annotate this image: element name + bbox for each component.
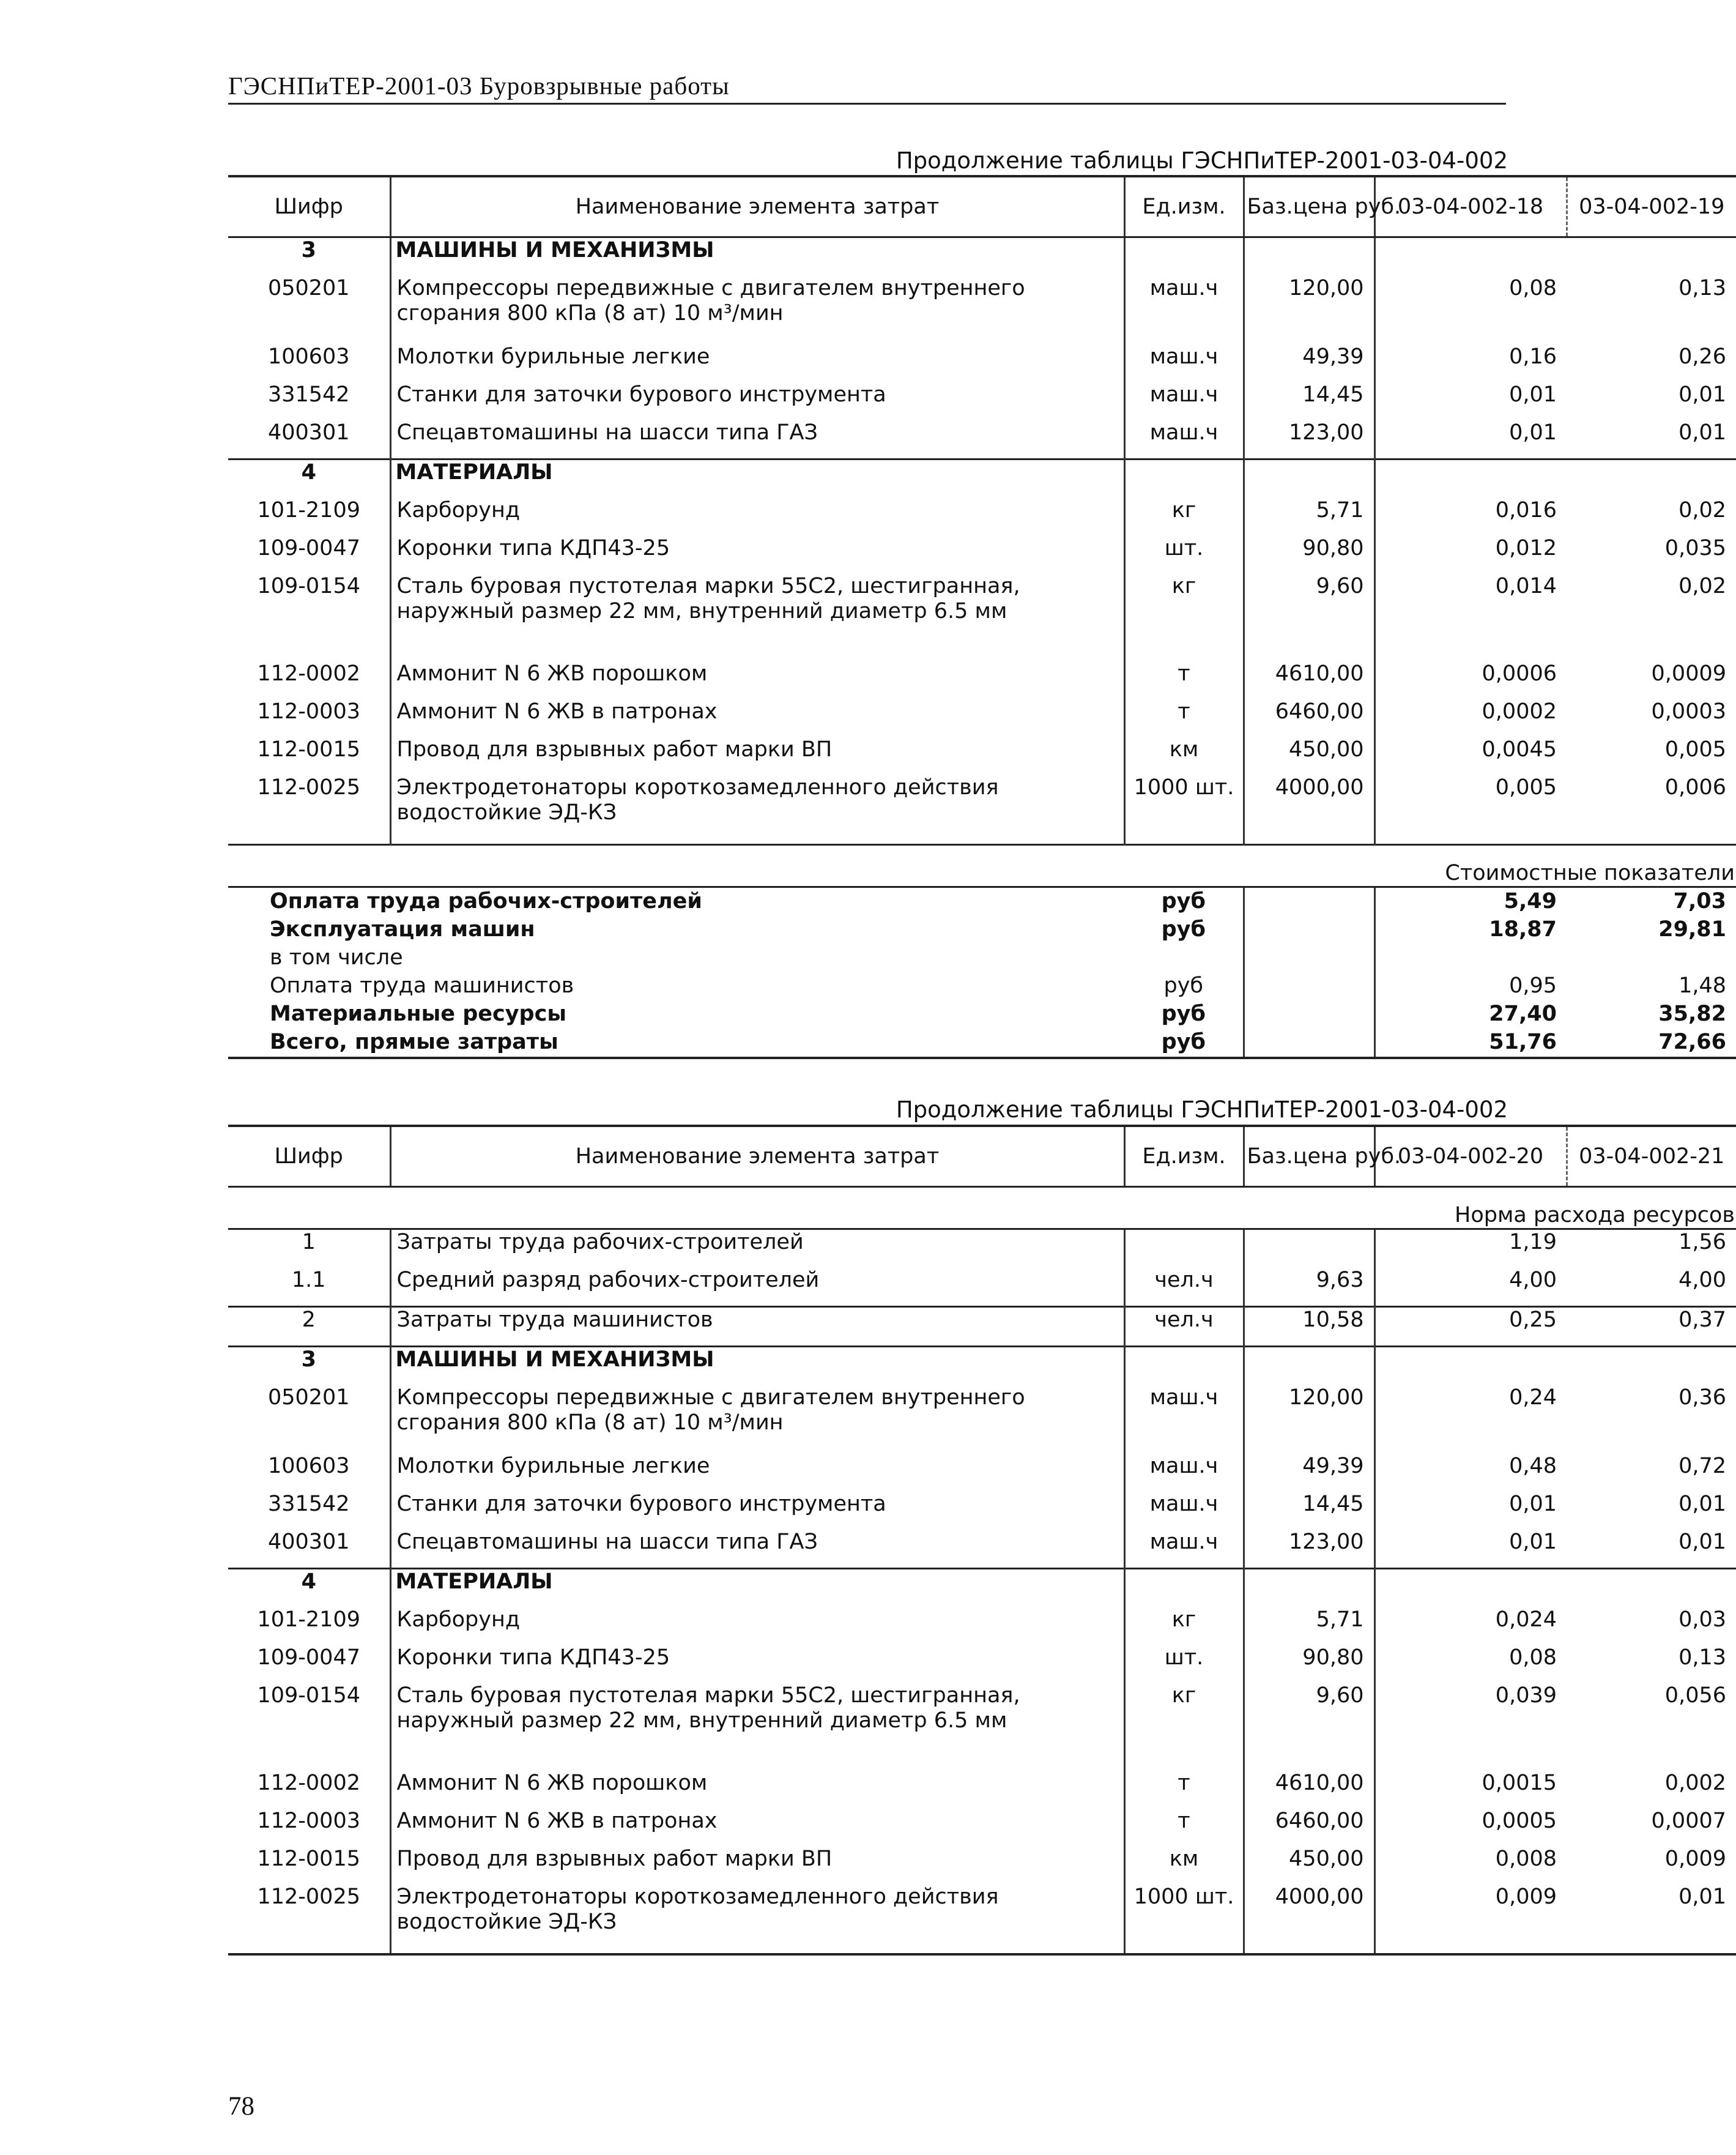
empty-cell: [1244, 887, 1374, 917]
row-unit: маш.ч: [1124, 1385, 1244, 1454]
row-price: 10,58: [1244, 1307, 1374, 1347]
section-title: МАШИНЫ И МЕХАНИЗМЫ: [390, 237, 1124, 277]
row-unit: км: [1124, 1847, 1244, 1885]
empty-cell: [1374, 1347, 1567, 1386]
empty-cell: [1374, 237, 1567, 277]
row-code: 112-0015: [257, 1847, 360, 1871]
row-unit: кг: [1124, 1607, 1244, 1645]
empty-cell: [1124, 1347, 1244, 1386]
header-code: Шифр: [228, 1126, 390, 1187]
table1-header-row: [228, 176, 1736, 237]
row-price: 4000,00: [1244, 1885, 1374, 1954]
row-code: 1: [228, 1229, 390, 1268]
summary-value-1: 18,87: [1374, 916, 1567, 944]
row-price: 5,71: [1244, 498, 1374, 536]
row-price: 49,39: [1244, 1454, 1374, 1492]
section-number: 4: [228, 460, 390, 499]
row-name: Аммонит N 6 ЖВ в патронах: [390, 1809, 1124, 1847]
row-name: Затраты труда машинистов: [390, 1307, 1124, 1347]
empty-cell: [1374, 460, 1567, 499]
table-row: [228, 1607, 1736, 1645]
resource-norm-label-row: [228, 1187, 1736, 1229]
row-name: Компрессоры передвижные с двигателем внутреннего сгорания 800 кПа (8 ат) 10 м³/мин: [390, 1385, 1124, 1454]
table-row: [228, 344, 1736, 382]
table2: [228, 1125, 1736, 1956]
row-value-1: 0,0045: [1374, 737, 1567, 775]
row-name: Электродетонаторы короткозамедленного действия водостойкие ЭД-КЗ: [390, 1885, 1124, 1954]
row-value-2: 0,26: [1679, 344, 1726, 369]
row-unit: т: [1124, 1809, 1244, 1847]
row-code: 112-0003: [257, 1809, 360, 1833]
row-code: 2: [228, 1307, 390, 1347]
empty-cell: [1244, 1347, 1374, 1386]
row-name: Аммонит N 6 ЖВ в патронах: [390, 699, 1124, 737]
row-unit: [1124, 1229, 1244, 1268]
table-row: [228, 1268, 1736, 1307]
row-unit: км: [1124, 737, 1244, 775]
row-price: 6460,00: [1244, 1809, 1374, 1847]
summary-row: [228, 972, 1736, 1000]
row-code: 109-0154: [257, 1683, 360, 1708]
row-value-1: 0,0015: [1374, 1771, 1567, 1809]
row-value-1: 0,012: [1374, 536, 1567, 574]
row-value-2: 0,01: [1679, 1492, 1726, 1516]
empty-cell: [1244, 972, 1374, 1000]
row-value-2: 0,36: [1679, 1385, 1726, 1410]
table-row: [228, 775, 1736, 845]
summary-value-1: 27,40: [1374, 1000, 1567, 1029]
row-unit: маш.ч: [1124, 382, 1244, 420]
summary-value-2: 1,48: [1679, 973, 1726, 998]
summary-value-2: 7,03: [1567, 887, 1736, 917]
row-code: 109-0047: [257, 536, 360, 560]
empty-cell: [1567, 237, 1736, 277]
row-value-2: 0,01: [1567, 1885, 1736, 1954]
row-value-1: 0,016: [1374, 498, 1567, 536]
row-name: Компрессоры передвижные с двигателем внутреннего сгорания 800 кПа (8 ат) 10 м³/мин: [390, 276, 1124, 344]
row-unit: т: [1124, 1771, 1244, 1809]
empty-cell: [1567, 1569, 1736, 1608]
row-value-1: 0,24: [1374, 1385, 1567, 1454]
table-row: [228, 1385, 1736, 1454]
section-number: 3: [228, 237, 390, 277]
header-col1: 03-04-002-20: [1374, 1126, 1567, 1187]
summary-unit: руб: [1161, 917, 1206, 942]
row-unit: шт.: [1124, 1645, 1244, 1683]
row-price: 4610,00: [1244, 1771, 1374, 1809]
summary-unit: руб: [1163, 973, 1203, 998]
row-price: [1244, 1229, 1374, 1268]
row-value-2: 1,56: [1567, 1229, 1736, 1268]
header-unit: Ед.изм.: [1124, 1126, 1244, 1187]
table2-continuation-caption: Продолжение таблицы ГЭСНПиТЕР-2001-03-04-002: [896, 1096, 1508, 1123]
row-code: 101-2109: [257, 498, 360, 523]
summary-name: Материальные ресурсы: [270, 1002, 566, 1026]
row-unit: маш.ч: [1124, 1454, 1244, 1492]
summary-name: Оплата труда машинистов: [270, 973, 574, 998]
table-row: [228, 1847, 1736, 1885]
row-price: 9,60: [1244, 1683, 1374, 1771]
row-value-1: 0,0005: [1374, 1809, 1567, 1847]
cost-indicators-label: Стоимостные показатели: [228, 845, 1736, 887]
row-name: Аммонит N 6 ЖВ порошком: [390, 661, 1124, 699]
row-code: 050201: [267, 1385, 350, 1410]
row-price: 4610,00: [1244, 661, 1374, 699]
summary-unit: [1124, 944, 1244, 972]
row-price: 6460,00: [1244, 699, 1374, 737]
row-name: Коронки типа КДП43-25: [390, 536, 1124, 574]
row-unit: чел.ч: [1124, 1268, 1244, 1307]
row-value-1: 0,039: [1374, 1683, 1567, 1771]
row-price: 9,60: [1244, 574, 1374, 661]
row-code: 400301: [267, 1530, 350, 1554]
row-code: 112-0015: [257, 737, 360, 762]
table-row: [228, 1885, 1736, 1954]
row-value-2: 0,02: [1679, 574, 1726, 598]
summary-value-1: 5,49: [1374, 887, 1567, 917]
row-value-1: 4,00: [1374, 1268, 1567, 1307]
summary-value-2: 29,81: [1658, 917, 1726, 942]
table1: [228, 175, 1736, 1059]
row-value-1: 0,01: [1374, 1492, 1567, 1530]
row-value-2: 0,009: [1664, 1847, 1726, 1871]
summary-row: [228, 887, 1736, 917]
row-unit: маш.ч: [1124, 276, 1244, 344]
row-code: 100603: [267, 1454, 350, 1478]
table-row: [228, 276, 1736, 344]
row-name: Средний разряд рабочих-строителей: [390, 1268, 1124, 1307]
row-value-1: 0,0002: [1374, 699, 1567, 737]
summary-row: [228, 916, 1736, 944]
table-row: [228, 1645, 1736, 1683]
table-row: [228, 1307, 1736, 1347]
summary-name: в том числе: [270, 945, 403, 970]
row-value-1: 0,16: [1374, 344, 1567, 382]
summary-value-1: 0,95: [1374, 972, 1567, 1000]
section-row: [228, 1569, 1736, 1608]
row-code: 331542: [267, 1492, 350, 1516]
row-unit: 1000 шт.: [1124, 1885, 1244, 1954]
table-row: [228, 1683, 1736, 1771]
row-name: Сталь буровая пустотелая марки 55С2, шестигранная, наружный размер 22 мм, внутренний диаметр 6.5 мм: [390, 574, 1124, 661]
row-code: 112-0002: [257, 1771, 360, 1795]
row-unit: т: [1124, 699, 1244, 737]
empty-cell: [1244, 944, 1374, 972]
empty-cell: [1374, 1569, 1567, 1608]
row-value-2: 0,02: [1679, 498, 1726, 523]
table1-body: [228, 237, 1736, 1059]
empty-cell: [1244, 1569, 1374, 1608]
empty-cell: [1244, 237, 1374, 277]
section-title: МАШИНЫ И МЕХАНИЗМЫ: [390, 1347, 1124, 1386]
section-row: [228, 237, 1736, 277]
header-unit: Ед.изм.: [1124, 176, 1244, 237]
summary-row: [228, 1000, 1736, 1029]
section-row: [228, 1347, 1736, 1386]
section-number: 3: [228, 1347, 390, 1386]
row-value-2: 0,13: [1679, 276, 1726, 300]
row-value-1: 0,25: [1374, 1307, 1567, 1347]
table-row: [228, 536, 1736, 574]
table-row: [228, 1809, 1736, 1847]
row-value-2: 0,035: [1664, 536, 1726, 560]
row-value-1: 0,01: [1374, 1530, 1567, 1569]
row-unit: маш.ч: [1124, 420, 1244, 460]
row-price: 120,00: [1244, 1385, 1374, 1454]
row-name: Провод для взрывных работ марки ВП: [390, 737, 1124, 775]
row-value-2: 0,0007: [1651, 1809, 1726, 1833]
row-price: 5,71: [1244, 1607, 1374, 1645]
summary-name: Всего, прямые затраты: [228, 1029, 1124, 1058]
empty-cell: [1244, 1029, 1374, 1058]
row-value-2: 0,01: [1679, 420, 1726, 445]
empty-cell: [1567, 460, 1736, 499]
row-price: 14,45: [1244, 1492, 1374, 1530]
row-value-2: 0,002: [1664, 1771, 1726, 1795]
table-row: [228, 498, 1736, 536]
row-unit: 1000 шт.: [1124, 775, 1244, 845]
row-code: 112-0025: [257, 775, 360, 800]
row-name: Электродетонаторы короткозамедленного действия водостойкие ЭД-КЗ: [390, 775, 1124, 845]
table-row: [228, 574, 1736, 661]
summary-row: [228, 944, 1736, 972]
row-price: 9,63: [1244, 1268, 1374, 1307]
table-row: [228, 1229, 1736, 1268]
row-name: Затраты труда рабочих-строителей: [390, 1229, 1124, 1268]
row-value-2: 4,00: [1679, 1268, 1726, 1292]
table-row: [228, 1771, 1736, 1809]
row-name: Спецавтомашины на шасси типа ГАЗ: [390, 420, 1124, 460]
row-value-2: 0,056: [1664, 1683, 1726, 1708]
row-unit: т: [1124, 661, 1244, 699]
summary-value-1: [1374, 944, 1567, 972]
row-name: Провод для взрывных работ марки ВП: [390, 1847, 1124, 1885]
empty-cell: [1124, 237, 1244, 277]
row-unit: кг: [1124, 498, 1244, 536]
summary-value-2: [1567, 944, 1736, 972]
summary-name: Эксплуатация машин: [270, 917, 535, 942]
row-name: Спецавтомашины на шасси типа ГАЗ: [390, 1530, 1124, 1569]
row-value-2: 0,01: [1679, 382, 1726, 407]
table1-continuation-caption: Продолжение таблицы ГЭСНПиТЕР-2001-03-04-002: [896, 147, 1508, 174]
row-name: Карборунд: [390, 1607, 1124, 1645]
row-code: 331542: [267, 382, 350, 407]
row-price: 123,00: [1244, 420, 1374, 460]
table-row: [228, 661, 1736, 699]
row-value-2: 0,37: [1567, 1307, 1736, 1347]
row-value-2: 0,01: [1679, 1530, 1726, 1554]
row-value-1: 0,008: [1374, 1847, 1567, 1885]
row-value-2: 0,0009: [1651, 661, 1726, 686]
empty-cell: [1124, 1569, 1244, 1608]
row-unit: кг: [1124, 574, 1244, 661]
row-value-1: 0,08: [1374, 276, 1567, 344]
summary-value-2: 35,82: [1658, 1002, 1726, 1026]
header-divider: [228, 103, 1506, 105]
row-price: 14,45: [1244, 382, 1374, 420]
header-name: Наименование элемента затрат: [390, 176, 1124, 237]
row-code: 112-0002: [257, 661, 360, 686]
empty-cell: [1567, 1347, 1736, 1386]
row-price: 90,80: [1244, 536, 1374, 574]
row-code: 112-0025: [228, 1885, 390, 1954]
row-value-1: 0,024: [1374, 1607, 1567, 1645]
summary-row: [228, 1029, 1736, 1058]
header-price: Баз.цена руб.: [1244, 176, 1374, 237]
row-unit: чел.ч: [1124, 1307, 1244, 1347]
row-value-1: 0,009: [1374, 1885, 1567, 1954]
empty-cell: [1124, 460, 1244, 499]
row-name: Карборунд: [390, 498, 1124, 536]
row-name: Станки для заточки бурового инструмента: [390, 382, 1124, 420]
row-price: 450,00: [1244, 1847, 1374, 1885]
table-row: [228, 699, 1736, 737]
row-code: 050201: [267, 276, 350, 300]
summary-unit: руб: [1124, 887, 1244, 917]
table-row: [228, 737, 1736, 775]
section-title: МАТЕРИАЛЫ: [390, 1569, 1124, 1608]
row-value-1: 0,48: [1374, 1454, 1567, 1492]
row-value-2: 0,72: [1679, 1454, 1726, 1478]
section-title: МАТЕРИАЛЫ: [390, 460, 1124, 499]
running-header: ГЭСНПиТЕР-2001-03 Буровзрывные работы: [228, 72, 730, 100]
row-price: 4000,00: [1244, 775, 1374, 845]
header-col2: 03-04-002-19: [1567, 176, 1736, 237]
row-unit: маш.ч: [1124, 1530, 1244, 1569]
row-unit: кг: [1124, 1683, 1244, 1771]
row-name: Коронки типа КДП43-25: [390, 1645, 1124, 1683]
row-price: 120,00: [1244, 276, 1374, 344]
empty-cell: [1244, 916, 1374, 944]
empty-cell: [1244, 1000, 1374, 1029]
summary-value-1: 51,76: [1374, 1029, 1567, 1058]
row-name: Сталь буровая пустотелая марки 55С2, шестигранная, наружный размер 22 мм, внутренний диаметр 6.5 мм: [390, 1683, 1124, 1771]
empty-cell: [1244, 460, 1374, 499]
table-row: [228, 1454, 1736, 1492]
section-number: 4: [228, 1569, 390, 1608]
row-price: 450,00: [1244, 737, 1374, 775]
table2-header-row: [228, 1126, 1736, 1187]
page-number: 78: [228, 2092, 254, 2121]
row-value-2: 0,13: [1679, 1645, 1726, 1670]
row-name: Молотки бурильные легкие: [390, 1454, 1124, 1492]
table2-body: [228, 1187, 1736, 1955]
row-code: 109-0154: [257, 574, 360, 598]
row-value-1: 0,01: [1374, 420, 1567, 460]
summary-unit: руб: [1124, 1029, 1244, 1058]
row-name: Аммонит N 6 ЖВ порошком: [390, 1771, 1124, 1809]
header-code: Шифр: [228, 176, 390, 237]
table-row: [228, 382, 1736, 420]
section-row: [228, 460, 1736, 499]
row-price: 90,80: [1244, 1645, 1374, 1683]
summary-unit: руб: [1161, 1002, 1206, 1026]
row-value-2: 0,006: [1664, 775, 1726, 800]
row-name: Молотки бурильные легкие: [390, 344, 1124, 382]
header-col2: 03-04-002-21: [1567, 1126, 1736, 1187]
row-code: 101-2109: [257, 1607, 360, 1632]
summary-value-2: 72,66: [1567, 1029, 1736, 1058]
row-code: 400301: [267, 420, 350, 445]
row-unit: шт.: [1124, 536, 1244, 574]
row-value-1: 0,014: [1374, 574, 1567, 661]
row-unit: маш.ч: [1124, 1492, 1244, 1530]
table-row: [228, 1530, 1736, 1569]
row-code: 109-0047: [257, 1645, 360, 1670]
row-value-1: 0,005: [1374, 775, 1567, 845]
row-value-1: 0,01: [1374, 382, 1567, 420]
row-value-2: 0,005: [1664, 737, 1726, 762]
row-value-1: 0,0006: [1374, 661, 1567, 699]
summary-name: Оплата труда рабочих-строителей: [228, 887, 1124, 917]
header-name: Наименование элемента затрат: [390, 1126, 1124, 1187]
table-row: [228, 1492, 1736, 1530]
header-price: Баз.цена руб.: [1244, 1126, 1374, 1187]
row-price: 49,39: [1244, 344, 1374, 382]
row-code: 100603: [267, 344, 350, 369]
table-row: [228, 420, 1736, 460]
row-value-1: 1,19: [1374, 1229, 1567, 1268]
row-code: 1.1: [291, 1268, 326, 1292]
cost-indicators-label-row: [228, 845, 1736, 887]
row-name: Станки для заточки бурового инструмента: [390, 1492, 1124, 1530]
row-value-1: 0,08: [1374, 1645, 1567, 1683]
row-unit: маш.ч: [1124, 344, 1244, 382]
row-value-2: 0,0003: [1651, 699, 1726, 724]
row-code: 112-0003: [257, 699, 360, 724]
row-price: 123,00: [1244, 1530, 1374, 1569]
resource-norm-label: Норма расхода ресурсов: [228, 1187, 1736, 1229]
header-col1: 03-04-002-18: [1374, 176, 1567, 237]
row-value-2: 0,03: [1679, 1607, 1726, 1632]
